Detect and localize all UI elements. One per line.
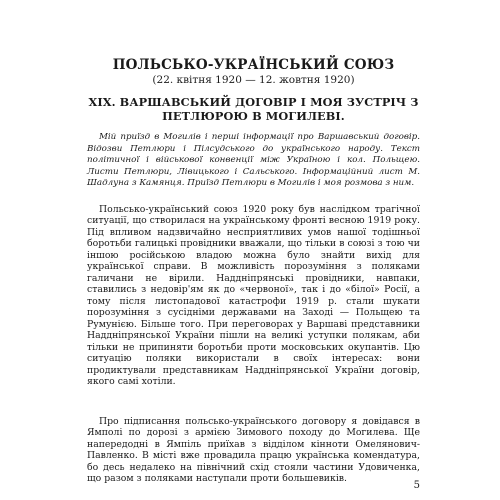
book-page — [87, 57, 420, 485]
page-subtitle: (22. квітня 1920 — 12. жовтня 1920) — [152, 74, 355, 86]
page-number: 5 — [413, 480, 420, 491]
chapter-synopsis: Мій приїзд в Могилів і перші інформації про Варшавський договір. Відозви Петлюри і Пілсудського до українського народу. Текст політичної і військової конвенції між Україною і кол. Польщею. Листи Петлюри, Лівицького і Сальського. Інформаційний лист М. Шадлуна з Камянця. Приїзд Петлюри в Могилів і моя розмова з ним. — [87, 132, 420, 188]
page-title: ПОЛЬСЬКО-УКРАЇНСЬКИЙ СОЮЗ — [112, 57, 395, 73]
body-paragraph: Про підписання польсько-українського договору я довідався в Ямполі по дорозі з армією Зимового походу до Могилева. Ще напередодні в Ямпіль приїхав з відділом кінноти Омелянович-Павленко. В місті вже провадила працю українська комендатура, бо десь недалеко на північний схід стояли частини Удовиченка, що разом з поляками наступали проти большевиків. — [87, 415, 420, 484]
body-paragraph: Польсько-український союз 1920 року був наслідком трагічної ситуації, що створилася на українському фронті весною 1919 року. Під впливом надзвичайно несприятливих умов нашої тодішньої боротьби галицькі провідники вважали, що тільки в союзі з тою чи іншою російською владою можна було знайти вихід для української справи. В можливість порозуміння з поляками галичани не вірили. Наддніпрянські провідники, навпаки, ставились з недовір'ям як до «червоної», так і до «білої» Росії, а тому після листопадової катастрофи 1919 р. стали шукати порозуміння з сусідніми державами на Заході — Польщею та Румунією. Більше того. При переговорах у Варшаві представники Наддніпрянської України пішли на великі уступки полякам, аби тільки не припиняти боротьби проти московських окупантів. Цю ситуацію поляки використали в своїх інтересах: вони продиктували представникам Наддніпрянської України договір, якого самі хотіли. — [87, 203, 420, 387]
chapter-heading: XIX. ВАРШАВСЬКИЙ ДОГОВІР І МОЯ ЗУСТРІЧ З ПЕТЛЮРОЮ В МОГИЛЕВІ. — [88, 95, 419, 123]
